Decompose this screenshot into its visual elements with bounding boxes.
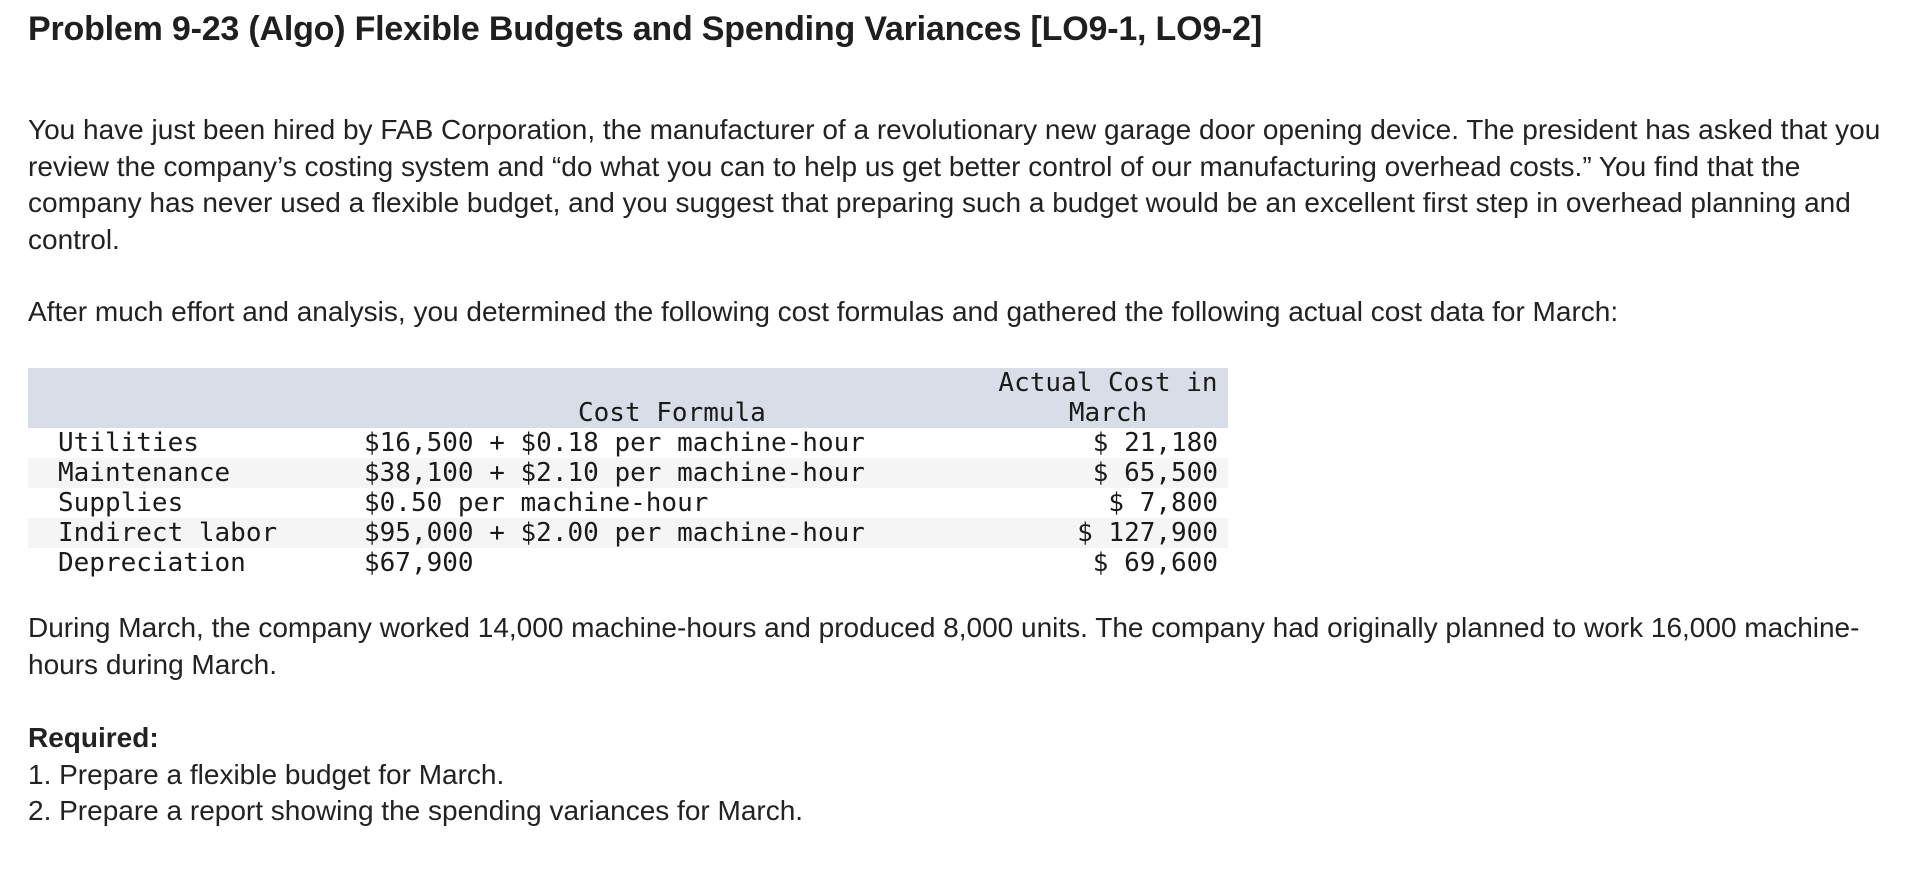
required-heading: Required:	[28, 722, 159, 753]
table-row	[28, 458, 1228, 488]
row-formula: $0.50 per machine-hour	[364, 488, 709, 518]
row-actual: $ 69,600	[1092, 548, 1218, 578]
header-actual-line1: Actual Cost in	[998, 368, 1218, 398]
required-item-2: 2. Prepare a report showing the spending variances for March.	[28, 795, 804, 826]
problem-title: Problem 9-23 (Algo) Flexible Budgets and Spending Variances [LO9-1, LO9-2]	[28, 10, 1263, 48]
during-paragraph: During March, the company worked 14,000 machine-hours and produced 8,000 units. The company had originally planned to work 16,000 machine-hours during March.	[28, 612, 1860, 680]
row-item: Depreciation	[58, 548, 246, 578]
row-actual: $ 21,180	[1092, 428, 1218, 458]
required-item-1: 1. Prepare a flexible budget for March.	[28, 758, 505, 790]
intro-paragraph: You have just been hired by FAB Corporation, the manufacturer of a revolutionary new garage door opening device. The president has asked that you review the company’s costing system and “do what you can to help us get better control of our manufacturing overhead costs.” You find that the company has never used a flexible budget, and you suggest that preparing such a budget would be an excellent first step in overhead planning and control.	[28, 114, 1881, 255]
cost-formula-table	[28, 368, 1228, 578]
row-formula: $95,000 + $2.00 per machine-hour	[364, 518, 865, 548]
row-formula: $16,500 + $0.18 per machine-hour	[364, 428, 865, 458]
header-actual-line2: March	[1068, 398, 1148, 428]
row-actual: $ 127,900	[1077, 518, 1218, 548]
row-formula: $67,900	[364, 548, 474, 578]
row-item: Supplies	[58, 488, 184, 518]
table-header	[28, 368, 1228, 428]
row-formula: $38,100 + $2.10 per machine-hour	[364, 458, 865, 488]
row-item: Utilities	[58, 428, 199, 458]
required-section	[28, 720, 803, 830]
header-actual-cost	[988, 368, 1228, 428]
lead-paragraph: After much effort and analysis, you determined the following cost formulas and gathered the following actual cost data for March:	[28, 296, 1619, 327]
table-row	[28, 488, 1228, 518]
table-row	[28, 548, 1228, 578]
row-actual: $ 7,800	[1108, 488, 1218, 518]
header-cost-formula: Cost Formula	[578, 398, 766, 428]
row-item: Indirect labor	[58, 518, 278, 548]
row-actual: $ 65,500	[1092, 458, 1218, 488]
row-item: Maintenance	[58, 458, 231, 488]
table-row	[28, 428, 1228, 458]
table-row	[28, 518, 1228, 548]
